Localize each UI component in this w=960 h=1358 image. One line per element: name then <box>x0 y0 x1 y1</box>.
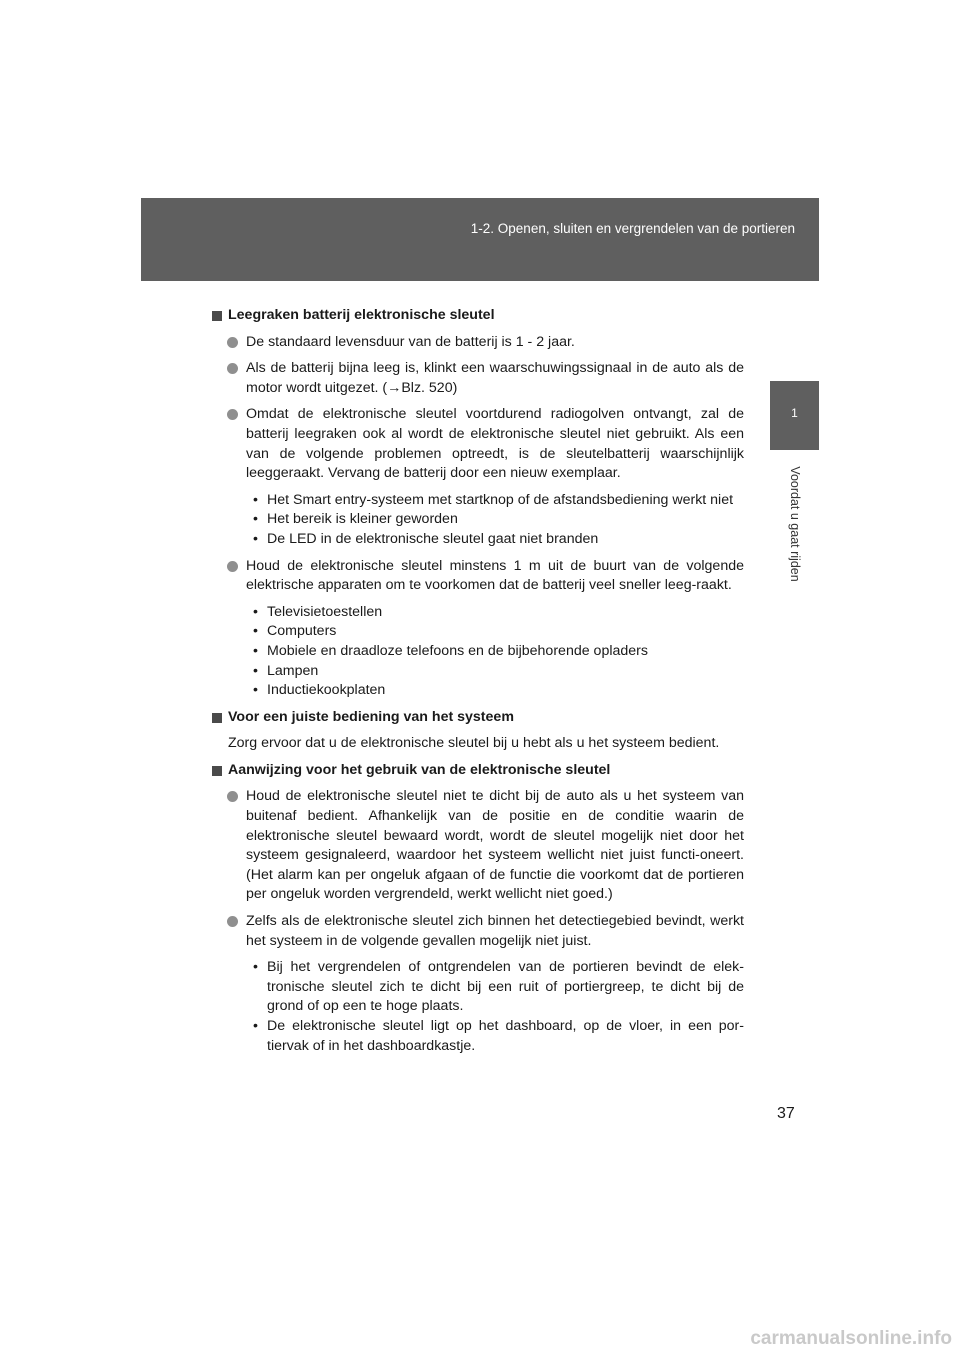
sub-list-item <box>246 510 744 530</box>
sub-list-item-text: Inductiekookplaten <box>267 682 386 699</box>
dot-marker-icon: • <box>253 642 258 659</box>
list-item <box>212 405 744 483</box>
dot-marker-icon: • <box>253 491 258 508</box>
section-heading-text: Aanwijzing voor het gebruik van de elektronische sleutel <box>228 761 611 778</box>
page-content <box>212 306 744 1063</box>
section-paragraph: Zorg ervoor dat u de elektronische sleutel bij u hebt als u het systeem bedient. <box>228 735 720 752</box>
chapter-side-label: Voordat u gaat rijden <box>788 466 802 582</box>
sub-list <box>246 958 744 1056</box>
sub-list-item-text: Computers <box>267 623 337 640</box>
dot-marker-icon: • <box>253 511 258 528</box>
list-item <box>212 333 744 353</box>
watermark: carmanualsonline.info <box>750 1328 952 1349</box>
list-item-text: Omdat de elektronische sleutel voortdurend radiogolven ontvangt, zal de batterij leegraken ook al wordt de elektronische sleutel niet gebruikt. Als een van de volgende problemen optreedt, is de sleutelbatterij waarschijnlijk leeggeraakt. Vervang de batterij door een nieuw exemplaar. <box>246 406 744 482</box>
header-band <box>141 198 819 281</box>
list-item-text: Als de batterij bijna leeg is, klinkt een waarschuwingssignaal in de auto als de motor wordt uitgezet. (→Blz. 520) <box>246 360 744 396</box>
square-bullet-icon <box>212 311 222 321</box>
sub-list-item <box>246 530 744 550</box>
section-heading-text: Leegraken batterij elektronische sleutel <box>228 307 495 323</box>
sub-list-item-text: Het bereik is kleiner geworden <box>267 511 458 528</box>
sub-list-item <box>246 642 744 662</box>
circle-bullet-icon <box>227 337 238 348</box>
dot-marker-icon: • <box>253 623 258 640</box>
section-heading <box>212 761 744 781</box>
square-bullet-icon <box>212 713 222 723</box>
circle-bullet-icon <box>227 363 238 374</box>
list-item-text: De standaard levensduur van de batterij is 1 - 2 jaar. <box>246 333 575 350</box>
sub-list-item-text: Bij het vergrendelen of ontgrendelen van de portieren bevindt de elek-tronische sleutel zich te dicht bij een ruit of portiergreep, te dicht bij de grond of op een te hoge plaats. <box>267 959 744 1015</box>
sub-list <box>246 603 744 701</box>
dot-marker-icon: • <box>253 959 258 976</box>
list-item <box>212 787 744 905</box>
circle-bullet-icon <box>227 561 238 572</box>
circle-bullet-icon <box>227 791 238 802</box>
list-item <box>212 359 744 398</box>
sub-list-item-text: Televisietoestellen <box>267 603 383 620</box>
section-heading <box>212 708 744 728</box>
sub-list-item <box>246 681 744 701</box>
sub-list-item <box>246 491 744 511</box>
sub-list-item-text: De LED in de elektronische sleutel gaat niet branden <box>267 530 599 547</box>
dot-marker-icon: • <box>253 662 258 679</box>
sub-list-item-text: Lampen <box>267 662 319 679</box>
section-heading <box>212 306 744 326</box>
dot-marker-icon: • <box>253 530 258 547</box>
list-item <box>212 557 744 596</box>
sub-list-item <box>246 958 744 1017</box>
list-item-text: Houd de elektronische sleutel niet te dicht bij de auto als u het systeem van buitenaf bedient. Afhankelijk van de positie en de conditie waarin de elektronische sleutel bewaard wordt, wordt de sleutel mogelijk niet door het systeem gesignaleerd, waardoor het systeem wellicht niet juist functi-oneert. (Het alarm kan per ongeluk afgaan of de functie die voorkomt dat de portieren per ongeluk worden vergrendeld, werkt wellicht niet goed.) <box>246 788 744 903</box>
sub-list-item <box>246 1017 744 1056</box>
dot-marker-icon: • <box>253 1018 258 1034</box>
sub-list-item <box>246 622 744 642</box>
list-item-text: Houd de elektronische sleutel minstens 1 m uit de buurt van de volgende elektrische apparaten om te voorkomen dat de batterij veel sneller leeg-raakt. <box>246 557 744 594</box>
circle-bullet-icon <box>227 409 238 420</box>
sub-list-item <box>246 603 744 623</box>
dot-marker-icon: • <box>253 603 258 620</box>
section-heading-text: Voor een juiste bediening van het systeem <box>228 708 514 725</box>
sub-list-item-text: De elektronische sleutel ligt op het dashboard, op de vloer, in een por-tiervak of in het dashboardkastje. <box>267 1018 744 1054</box>
square-bullet-icon <box>212 766 222 776</box>
chapter-title: 1-2. Openen, sluiten en vergrendelen van de portieren <box>470 221 795 236</box>
sub-list <box>246 491 744 550</box>
chapter-tab <box>770 381 819 450</box>
sub-list-item-text: Mobiele en draadloze telefoons en de bijbehorende opladers <box>267 642 648 659</box>
sub-list-item-text: Het Smart entry-systeem met startknop of de afstandsbediening werkt niet <box>267 491 734 508</box>
dot-marker-icon: • <box>253 682 258 699</box>
sub-list-item <box>246 662 744 682</box>
list-item <box>212 912 744 951</box>
list-item-text: Zelfs als de elektronische sleutel zich binnen het detectiegebied bevindt, werkt het systeem in de volgende gevallen mogelijk niet juist. <box>246 913 744 949</box>
chapter-tab-number: 1 <box>791 406 798 420</box>
circle-bullet-icon <box>227 916 238 927</box>
page-number: 37 <box>777 1105 795 1122</box>
